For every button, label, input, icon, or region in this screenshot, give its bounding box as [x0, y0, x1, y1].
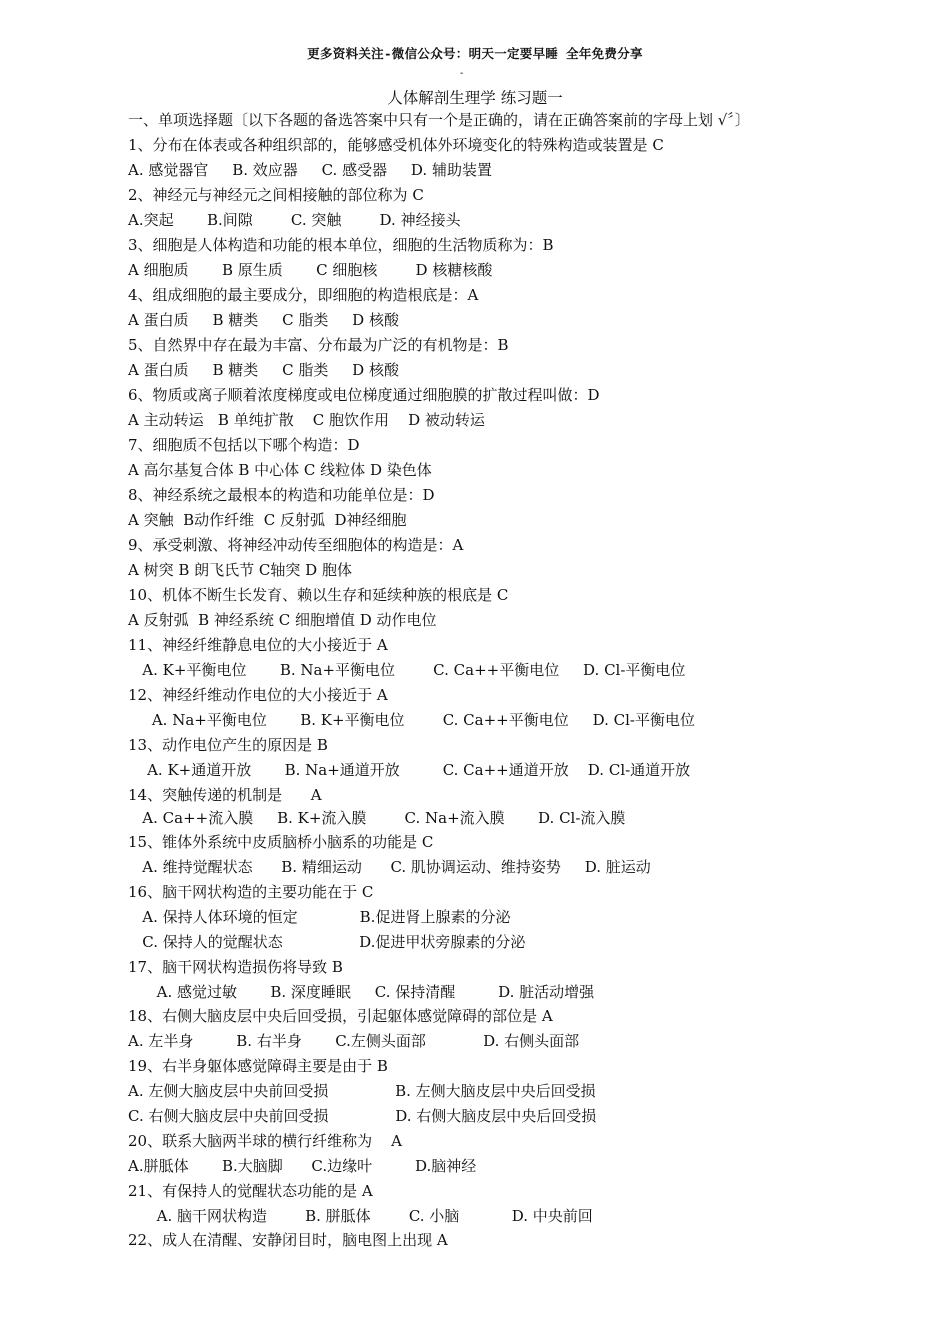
option-line: A 突触 B动作纤维 C 反射弧 D神经细胞 — [128, 511, 407, 529]
question-line: 7、细胞质不包括以下哪个构造：D — [128, 436, 360, 454]
option-line: A. Ca++流入膜 B. K+流入膜 C. Na+流入膜 D. Cl-流入膜 — [128, 809, 626, 827]
option-line: A. K+通道开放 B. Na+通道开放 C. Ca++通道开放 D. Cl-通道开放 — [128, 761, 691, 779]
option-line: A. K+平衡电位 B. Na+平衡电位 C. Ca++平衡电位 D. Cl-平衡电位 — [128, 661, 686, 679]
option-line: A 反射弧 B 神经系统 C 细胞增值 D 动作电位 — [128, 611, 437, 629]
question-line: 4、组成细胞的最主要成分，即细胞的构造根底是：A — [128, 286, 479, 304]
option-line: A. Na+平衡电位 B. K+平衡电位 C. Ca++平衡电位 D. Cl-平衡电位 — [128, 711, 695, 729]
question-line: 6、物质或离子顺着浓度梯度或电位梯度通过细胞膜的扩散过程叫做：D — [128, 386, 600, 404]
question-line: 10、机体不断生长发育、赖以生存和延续种族的根底是 C — [128, 586, 509, 604]
question-line: 14、突触传递的机制是 A — [128, 786, 322, 804]
question-line: 22、成人在清醒、安静闭目时，脑电图上出现 A — [128, 1231, 448, 1249]
question-line: 17、脑干网状构造损伤将导致 B — [128, 958, 343, 976]
question-line: 12、神经纤维动作电位的大小接近于 A — [128, 686, 388, 704]
question-line: 19、右半身躯体感觉障碍主要是由于 B — [128, 1057, 388, 1075]
question-line: 20、联系大脑两半球的横行纤维称为 A — [128, 1132, 402, 1150]
option-line: A 树突 B 朗飞氏节 C轴突 D 胞体 — [128, 561, 352, 579]
option-line: A. 感觉器官 B. 效应器 C. 感受器 D. 辅助装置 — [128, 161, 492, 179]
page-title: 人体解剖生理学 练习题一 — [387, 89, 563, 107]
option-line: A 蛋白质 B 糖类 C 脂类 D 核酸 — [128, 311, 399, 329]
option-line: A. 感觉过敏 B. 深度睡眠 C. 保持清醒 D. 脏活动增强 — [128, 983, 595, 1001]
question-line: 3、细胞是人体构造和功能的根本单位，细胞的生活物质称为：B — [128, 236, 554, 254]
question-line: 11、神经纤维静息电位的大小接近于 A — [128, 636, 388, 654]
question-line: 9、承受刺激、将神经冲动传至细胞体的构造是：A — [128, 536, 464, 554]
option-line: C. 右侧大脑皮层中央前回受损 D. 右侧大脑皮层中央后回受损 — [128, 1107, 597, 1125]
option-line: A 高尔基复合体 B 中心体 C 线粒体 D 染色体 — [128, 461, 432, 479]
option-line: A.突起 B.间隙 C. 突触 D. 神经接头 — [128, 211, 461, 229]
option-line: A.胼胝体 B.大脑脚 C.边缘叶 D.脑神经 — [128, 1157, 477, 1175]
question-line: 16、脑干网状构造的主要功能在于 C — [128, 883, 374, 901]
section-heading: 一、单项选择题〔以下各题的备选答案中只有一个是正确的，请在正确答案前的字母上划 √〞〕 — [128, 111, 750, 129]
header-dash: - — [460, 68, 464, 79]
option-line: A. 保持人体环境的恒定 B.促进肾上腺素的分泌 — [128, 908, 511, 926]
question-line: 15、锥体外系统中皮质脑桥小脑系的功能是 C — [128, 833, 434, 851]
question-line: 18、右侧大脑皮层中央后回受损，引起躯体感觉障碍的部位是 A — [128, 1007, 553, 1025]
question-line: 13、动作电位产生的原因是 B — [128, 736, 328, 754]
option-line: A. 脑干网状构造 B. 胼胝体 C. 小脑 D. 中央前回 — [128, 1207, 593, 1225]
question-line: 1、分布在体表或各种组织部的，能够感受机体外环境变化的特殊构造或装置是 C — [128, 136, 664, 154]
page-header: 更多资料关注-微信公众号：明天一定要早睡 全年免费分享 — [307, 46, 643, 61]
option-line: A 蛋白质 B 糖类 C 脂类 D 核酸 — [128, 361, 399, 379]
option-line: C. 保持人的觉醒状态 D.促进甲状旁腺素的分泌 — [128, 933, 526, 951]
question-line: 21、有保持人的觉醒状态功能的是 A — [128, 1182, 373, 1200]
option-line: A. 左侧大脑皮层中央前回受损 B. 左侧大脑皮层中央后回受损 — [128, 1082, 596, 1100]
option-line: A. 维持觉醒状态 B. 精细运动 C. 肌协调运动、维持姿势 D. 脏运动 — [128, 858, 651, 876]
option-line: A. 左半身 B. 右半身 C.左侧头面部 D. 右侧头面部 — [128, 1032, 580, 1050]
question-line: 5、自然界中存在最为丰富、分布最为广泛的有机物是：B — [128, 336, 509, 354]
question-line: 2、神经元与神经元之间相接触的部位称为 C — [128, 186, 424, 204]
option-line: A 细胞质 B 原生质 C 细胞核 D 核糖核酸 — [128, 261, 493, 279]
option-line: A 主动转运 B 单纯扩散 C 胞饮作用 D 被动转运 — [128, 411, 485, 429]
question-line: 8、神经系统之最根本的构造和功能单位是：D — [128, 486, 435, 504]
